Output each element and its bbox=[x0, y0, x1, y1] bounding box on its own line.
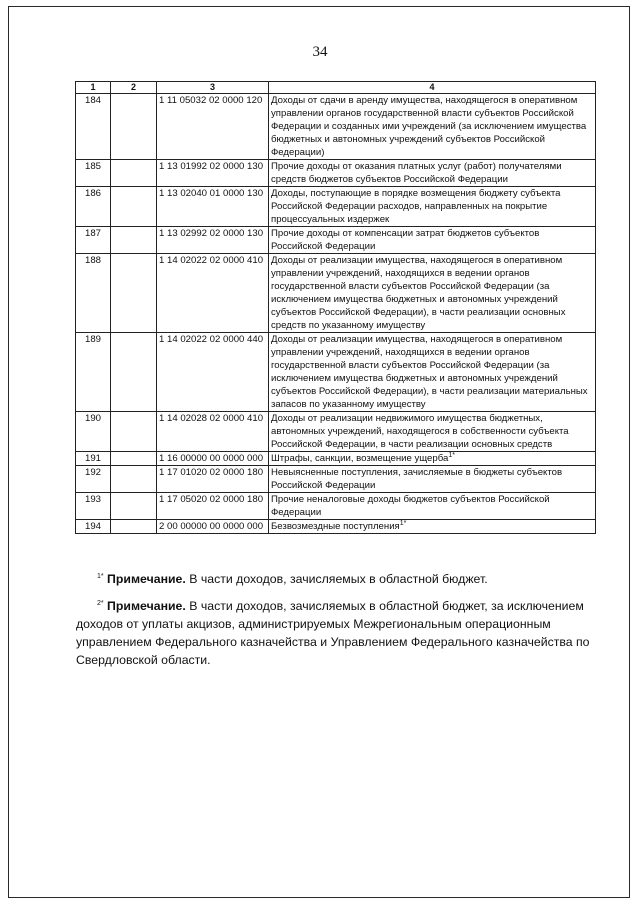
budget-code-cell: 1 13 01992 02 0000 130 bbox=[157, 160, 269, 187]
table-row bbox=[76, 333, 596, 412]
table-row bbox=[76, 187, 596, 227]
note-marker: 1* bbox=[97, 572, 104, 580]
budget-code-cell: 1 13 02040 01 0000 130 bbox=[157, 187, 269, 227]
description-text: Доходы от реализации имущества, находящегося в оперативном управлении учреждений, находящихся в ведении органов государственной власти субъектов Российской Федерации (за исключением имущества бюджетных и автономных учреждений субъектов Российской Федерации), в части реализации основных средств по указанному имуществу bbox=[271, 255, 566, 331]
row-number-cell: 193 bbox=[76, 493, 111, 520]
column-2-cell bbox=[111, 254, 157, 333]
note-marker: 2* bbox=[97, 599, 104, 607]
table-row bbox=[76, 254, 596, 333]
note-2 bbox=[76, 597, 596, 669]
row-number-cell: 194 bbox=[76, 520, 111, 534]
row-number-cell: 190 bbox=[76, 412, 111, 452]
description-cell bbox=[269, 254, 596, 333]
table-row bbox=[76, 520, 596, 534]
description-text: Доходы, поступающие в порядке возмещения бюджету субъекта Российской Федерации расходов, направленных на покрытие процессуальных издержек bbox=[271, 188, 561, 225]
column-2-cell bbox=[111, 452, 157, 466]
table-row bbox=[76, 452, 596, 466]
description-text: Прочие доходы от компенсации затрат бюджетов субъектов Российской Федерации bbox=[271, 228, 540, 252]
column-2-cell bbox=[111, 187, 157, 227]
row-number-cell: 185 bbox=[76, 160, 111, 187]
row-number-cell: 186 bbox=[76, 187, 111, 227]
budget-code-cell: 1 13 02992 02 0000 130 bbox=[157, 227, 269, 254]
description-cell bbox=[269, 520, 596, 534]
column-2-cell bbox=[111, 333, 157, 412]
table-row bbox=[76, 493, 596, 520]
description-cell bbox=[269, 452, 596, 466]
row-number-cell: 191 bbox=[76, 452, 111, 466]
row-number-cell: 188 bbox=[76, 254, 111, 333]
column-2-cell bbox=[111, 94, 157, 160]
notes-section bbox=[76, 570, 596, 678]
column-2-cell bbox=[111, 160, 157, 187]
note-text: В части доходов, зачисляемых в областной бюджет. bbox=[185, 572, 488, 586]
column-2-cell bbox=[111, 466, 157, 493]
revenue-table bbox=[75, 81, 596, 534]
description-cell bbox=[269, 333, 596, 412]
table-row bbox=[76, 466, 596, 493]
budget-code-cell: 2 00 00000 00 0000 000 bbox=[157, 520, 269, 534]
table-body bbox=[76, 94, 596, 534]
description-cell bbox=[269, 94, 596, 160]
column-header-1: 1 bbox=[76, 82, 111, 94]
budget-code-cell: 1 17 05020 02 0000 180 bbox=[157, 493, 269, 520]
table-row bbox=[76, 412, 596, 452]
note-label: Примечание. bbox=[107, 572, 186, 586]
description-text: Невыясненные поступления, зачисляемые в бюджеты субъектов Российской Федерации bbox=[271, 467, 563, 491]
table-row bbox=[76, 94, 596, 160]
column-header-4: 4 bbox=[269, 82, 596, 94]
page-number: 34 bbox=[312, 44, 328, 60]
note-label: Примечание. bbox=[107, 599, 186, 613]
footnote-marker: 1* bbox=[448, 451, 455, 459]
column-2-cell bbox=[111, 412, 157, 452]
column-2-cell bbox=[111, 520, 157, 534]
budget-code-cell: 1 14 02022 02 0000 440 bbox=[157, 333, 269, 412]
description-cell bbox=[269, 187, 596, 227]
description-text: Безвозмездные поступления bbox=[271, 521, 400, 532]
description-cell bbox=[269, 160, 596, 187]
description-text: Прочие доходы от оказания платных услуг (работ) получателями средств бюджетов субъектов Российской Федерации bbox=[271, 161, 562, 185]
row-number-cell: 189 bbox=[76, 333, 111, 412]
description-text: Доходы от реализации недвижимого имущества бюджетных, автономных учреждений, находящегося в собственности субъекта Российской Федерации, в части реализации основных средств bbox=[271, 413, 569, 450]
column-header-2: 2 bbox=[111, 82, 157, 94]
column-2-cell bbox=[111, 493, 157, 520]
budget-code-cell: 1 14 02022 02 0000 410 bbox=[157, 254, 269, 333]
budget-code-cell: 1 11 05032 02 0000 120 bbox=[157, 94, 269, 160]
row-number-cell: 192 bbox=[76, 466, 111, 493]
row-number-cell: 187 bbox=[76, 227, 111, 254]
note-text: В части доходов, зачисляемых в областной бюджет, за исключением доходов от уплаты акцизов, администрируемых Межрегиональным операционным управлением Федерального казначейства и Управлением Федерального казначейства по Свердловской области. bbox=[76, 599, 590, 667]
table-row bbox=[76, 160, 596, 187]
description-cell bbox=[269, 493, 596, 520]
budget-code-cell: 1 16 00000 00 0000 000 bbox=[157, 452, 269, 466]
row-number-cell: 184 bbox=[76, 94, 111, 160]
budget-code-cell: 1 14 02028 02 0000 410 bbox=[157, 412, 269, 452]
note-1 bbox=[76, 570, 596, 588]
description-cell bbox=[269, 412, 596, 452]
description-text: Штрафы, санкции, возмещение ущерба bbox=[271, 453, 449, 464]
table-header-row bbox=[76, 82, 596, 94]
footnote-marker: 1* bbox=[399, 519, 407, 527]
description-text: Доходы от сдачи в аренду имущества, находящегося в оперативном управлении органов государственной власти субъектов Российской Федерации и созданных ими учреждений (за исключением имущества бюджетных и автономных учреждений субъектов Российской Федерации) bbox=[271, 95, 587, 158]
description-cell bbox=[269, 466, 596, 493]
description-text: Доходы от реализации имущества, находящегося в оперативном управлении учреждений, находящихся в ведении органов государственной власти субъектов Российской Федерации (за исключением имущества бюджетных и автономных учреждений субъектов Российской Федерации), в части реализации материальных запасов по указанному имуществу bbox=[271, 334, 588, 410]
column-header-3: 3 bbox=[157, 82, 269, 94]
column-2-cell bbox=[111, 227, 157, 254]
table-row bbox=[76, 227, 596, 254]
description-text: Прочие неналоговые доходы бюджетов субъектов Российской Федерации bbox=[271, 494, 550, 518]
budget-code-cell: 1 17 01020 02 0000 180 bbox=[157, 466, 269, 493]
description-cell bbox=[269, 227, 596, 254]
